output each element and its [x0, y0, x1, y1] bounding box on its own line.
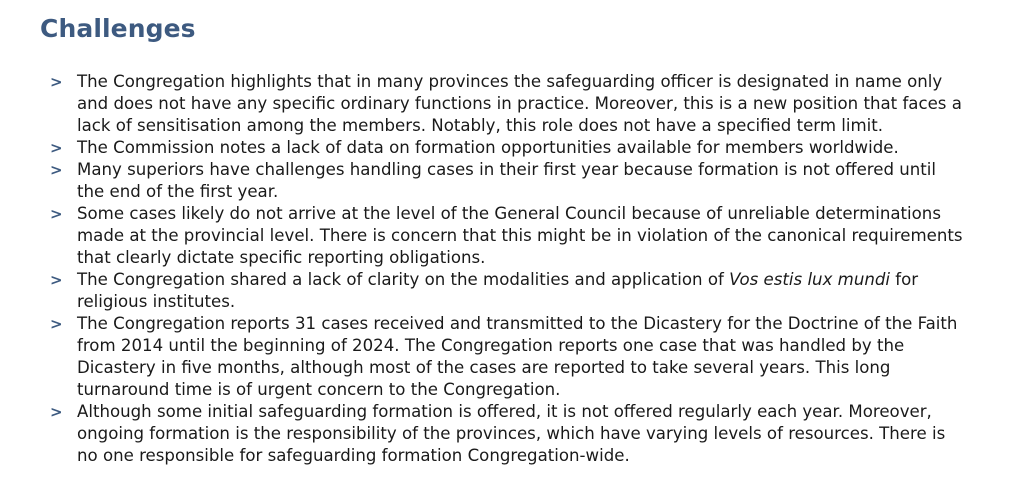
list-item-text-after: for religious institutes. [77, 270, 919, 311]
section-title: Challenges [40, 14, 196, 43]
chevron-right-icon: > [50, 205, 63, 223]
list-item-text [77, 269, 968, 313]
list-item-text: Many superiors have challenges handling cases in their first year because formation is not offered until the end of the first year. [77, 160, 937, 201]
chevron-right-icon: > [50, 139, 63, 157]
chevron-right-icon: > [50, 403, 63, 421]
chevron-right-icon: > [50, 315, 63, 333]
list-item [48, 159, 968, 203]
chevron-right-icon: > [50, 73, 63, 91]
list-item [48, 401, 968, 467]
list-item-text: The Congregation highlights that in many provinces the safeguarding officer is designated in name only and does not have any specific ordinary functions in practice. Moreover, this is a new position that faces a lack of sensitisation among the members. Notably, this role does not have a specified term limit. [77, 72, 962, 135]
list-item-text-before: The Congregation shared a lack of clarity on the modalities and application of [77, 270, 730, 289]
list-item-text: The Commission notes a lack of data on formation opportunities available for members worldwide. [77, 138, 899, 157]
list-item [48, 269, 968, 313]
list-item-text: The Congregation reports 31 cases received and transmitted to the Dicastery for the Doctrine of the Faith from 2014 until the beginning of 2024. The Congregation reports one case that was handled by the Dicastery in five months, although most of the cases are reported to take several years. This long turnaround time is of urgent concern to the Congregation. [77, 314, 958, 399]
list-item-text: Some cases likely do not arrive at the level of the General Council because of unreliable determinations made at the provincial level. There is concern that this might be in violation of the canonical requirements that clearly dictate specific reporting obligations. [77, 204, 963, 267]
list-item [48, 313, 968, 401]
list-item [48, 203, 968, 269]
list-item [48, 137, 968, 159]
chevron-right-icon: > [50, 161, 63, 179]
list-item [48, 71, 968, 137]
document-title-italic: Vos estis lux mundi [729, 270, 891, 289]
challenges-list [48, 71, 968, 467]
chevron-right-icon: > [50, 271, 63, 289]
list-item-text: Although some initial safeguarding formation is offered, it is not offered regularly each year. Moreover, ongoing formation is the responsibility of the provinces, which have varying levels of resources. There is no one responsible for safeguarding formation Congregation-wide. [77, 402, 946, 465]
